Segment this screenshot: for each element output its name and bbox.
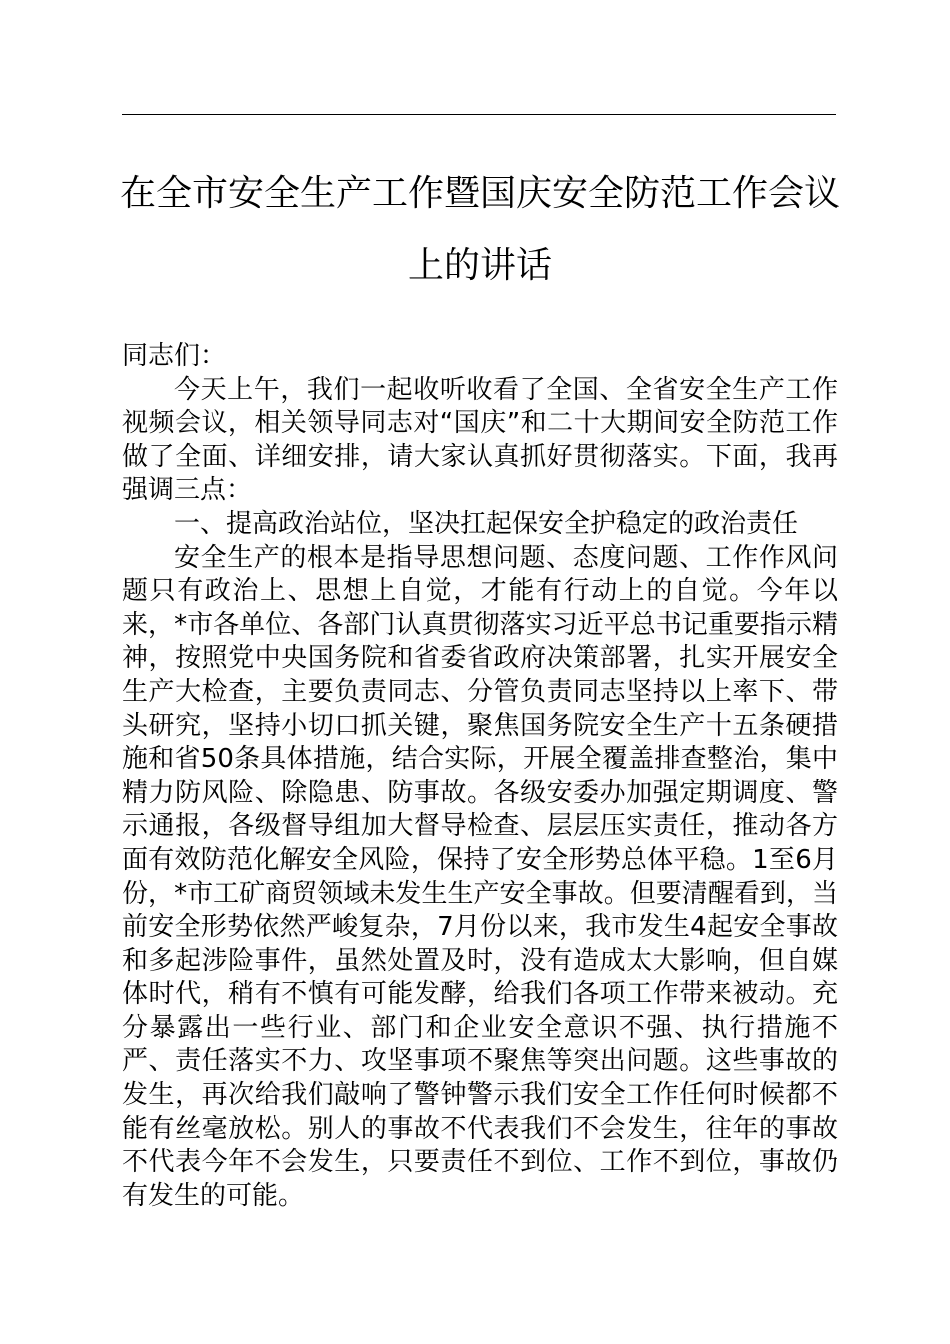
page-title: 在全市安全生产工作暨国庆安全防范工作会议上的讲话	[119, 173, 840, 286]
header-rule	[122, 114, 836, 115]
section-heading-1: 一、提高政治站位，坚决扛起保安全护稳定的政治责任	[174, 508, 799, 539]
paragraph-body: 安全生产的根本是指导思想问题、态度问题、工作作风问题只有政治上、思想上自觉，才能有行动上的自觉。今年以来，*市各单位、各部门认真贯彻落实习近平总书记重要指示精神，按照党中央国务院和省委省政府决策部署，扎实开展安全生产大检查，主要负责同志、分管负责同志坚持以上率下、带头研究，坚持小切口抓关键，聚焦国务院安全生产十五条硬措施和省50条具体措施，结合实际，开展全覆盖排查整治，集中精力防风险、除隐患、防事故。各级安委办加强定期调度、警示通报，各级督导组加大督导检查、层层压实责任，推动各方面有效防范化解安全风险，保持了安全形势总体平稳。1至6月份，*市工矿商贸领域未发生生产安全事故。但要清醒看到，当前安全形势依然严峻复杂，7月份以来，我市发生4起安全事故和多起涉险事件，虽然处置及时，没有造成太大影响，但自媒体时代，稍有不慎有可能发酵，给我们各项工作带来被动。充分暴露出一些行业、部门和企业安全意识不强、执行措施不严、责任落实不力、攻坚事项不聚焦等突出问题。这些事故的发生，再次给我们敲响了警钟警示我们安全工作任何时候都不能有丝毫放松。别人的事故不代表我们不会发生，往年的事故不代表今年不会发生，只要责任不到位、工作不到位，事故仍有发生的可能。	[122, 542, 838, 1211]
salutation: 同志们：	[122, 341, 227, 371]
paragraph-intro: 今天上午，我们一起收听收看了全国、全省安全生产工作视频会议，相关领导同志对“国庆”和二十大期间安全防范工作做了全面、详细安排，请大家认真抓好贯彻落实。下面，我再强调三点：	[122, 374, 838, 506]
document-body	[122, 340, 838, 1213]
